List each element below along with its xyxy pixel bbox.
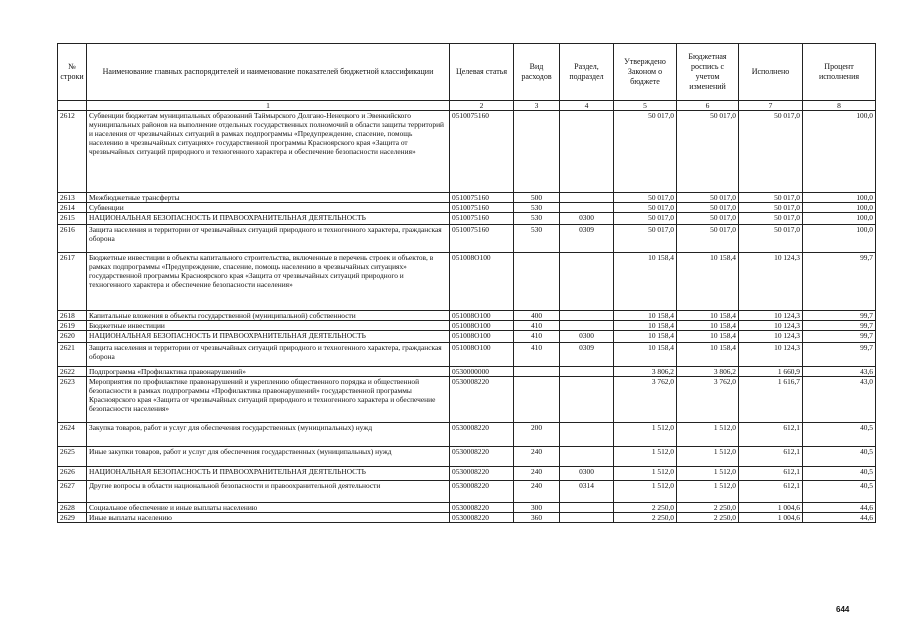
column-number-row [58, 101, 876, 111]
row-percent: 99,7 [803, 321, 876, 331]
row-percent: 99,7 [803, 343, 876, 367]
row-percent: 43,0 [803, 377, 876, 423]
row-done: 10 124,3 [739, 321, 803, 331]
row-section [560, 253, 614, 311]
row-done: 1 004,6 [739, 503, 803, 513]
row-number: 2625 [58, 447, 87, 467]
row-section [560, 203, 614, 213]
row-done: 50 017,0 [739, 225, 803, 253]
row-section: 0314 [560, 481, 614, 503]
row-approved: 10 158,4 [614, 331, 677, 343]
row-list: 1 512,0 [677, 423, 739, 447]
row-name: Иные выплаты населению [87, 513, 450, 523]
row-done: 10 124,3 [739, 331, 803, 343]
row-done: 1 616,7 [739, 377, 803, 423]
row-approved: 10 158,4 [614, 321, 677, 331]
row-list: 10 158,4 [677, 311, 739, 321]
column-number: 7 [739, 101, 803, 111]
row-percent: 43,6 [803, 367, 876, 377]
table-row [58, 423, 876, 447]
row-name: Другие вопросы в области национальной безопасности и правоохранительной деятельности [87, 481, 450, 503]
row-number: 2622 [58, 367, 87, 377]
column-number: 4 [560, 101, 614, 111]
row-approved: 2 250,0 [614, 503, 677, 513]
row-approved: 2 250,0 [614, 513, 677, 523]
row-done: 1 660,9 [739, 367, 803, 377]
row-done: 612,1 [739, 447, 803, 467]
row-list: 2 250,0 [677, 513, 739, 523]
col-approved-header: Утверждено Законом о бюджете [614, 44, 677, 101]
row-percent: 40,5 [803, 467, 876, 481]
row-name: Субвенции [87, 203, 450, 213]
row-target: 0510075160 [450, 213, 514, 225]
row-number: 2628 [58, 503, 87, 513]
row-name: Иные закупки товаров, работ и услуг для обеспечения государственных (муниципальных) нужд [87, 447, 450, 467]
row-type [514, 367, 560, 377]
column-number: 5 [614, 101, 677, 111]
col-name-header: Наименование главных распорядителей и наименование показателей бюджетной классификации [87, 44, 450, 101]
row-section [560, 503, 614, 513]
row-approved: 10 158,4 [614, 253, 677, 311]
row-target: 0510075160 [450, 193, 514, 203]
row-type: 410 [514, 343, 560, 367]
row-approved: 50 017,0 [614, 213, 677, 225]
row-section: 0309 [560, 343, 614, 367]
row-name: Субвенции бюджетам муниципальных образований Таймырского Долгано-Ненецкого и Эвенкийского муниципальных районов на выполнение отдельных государственных полномочий в области защиты территорий и населения от чрезвычайных ситуаций в рамках подпрограммы «Предупреждение, спасение, помощь населению в чрезвычайных ситуациях» государственной программы Красноярского края «Защита от чрезвычайных ситуаций природного и техногенного характера и обеспечение безопасности населения» [87, 111, 450, 193]
table-row [58, 513, 876, 523]
row-target: 0530008220 [450, 423, 514, 447]
row-approved: 1 512,0 [614, 467, 677, 481]
row-number: 2629 [58, 513, 87, 523]
row-type: 300 [514, 503, 560, 513]
row-target: 0530000000 [450, 367, 514, 377]
row-list: 3 762,0 [677, 377, 739, 423]
row-done: 10 124,3 [739, 311, 803, 321]
row-section [560, 377, 614, 423]
table-row [58, 311, 876, 321]
row-type: 240 [514, 447, 560, 467]
row-number: 2624 [58, 423, 87, 447]
row-percent: 40,5 [803, 481, 876, 503]
table-body [58, 111, 876, 523]
row-target: 0510075160 [450, 111, 514, 193]
row-type: 410 [514, 331, 560, 343]
row-percent: 100,0 [803, 193, 876, 203]
row-percent: 100,0 [803, 213, 876, 225]
row-list: 50 017,0 [677, 225, 739, 253]
row-section: 0309 [560, 225, 614, 253]
table-row [58, 503, 876, 513]
row-section [560, 111, 614, 193]
row-done: 50 017,0 [739, 111, 803, 193]
row-section [560, 311, 614, 321]
row-section [560, 321, 614, 331]
column-number: 1 [87, 101, 450, 111]
row-approved: 10 158,4 [614, 311, 677, 321]
row-section [560, 423, 614, 447]
row-target: 0530008220 [450, 513, 514, 523]
row-done: 1 004,6 [739, 513, 803, 523]
row-number: 2616 [58, 225, 87, 253]
budget-table [57, 43, 876, 523]
row-percent: 100,0 [803, 111, 876, 193]
row-target: 0510075160 [450, 203, 514, 213]
row-type: 530 [514, 203, 560, 213]
row-list: 1 512,0 [677, 467, 739, 481]
row-target: 0530008220 [450, 503, 514, 513]
row-approved: 3 806,2 [614, 367, 677, 377]
col-target-header: Целевая статья [450, 44, 514, 101]
col-done-header: Исполнено [739, 44, 803, 101]
table-row [58, 213, 876, 225]
row-number: 2617 [58, 253, 87, 311]
row-done: 10 124,3 [739, 253, 803, 311]
row-name: НАЦИОНАЛЬНАЯ БЕЗОПАСНОСТЬ И ПРАВООХРАНИТЕЛЬНАЯ ДЕЯТЕЛЬНОСТЬ [87, 467, 450, 481]
row-approved: 3 762,0 [614, 377, 677, 423]
row-type: 360 [514, 513, 560, 523]
row-number: 2621 [58, 343, 87, 367]
row-approved: 1 512,0 [614, 447, 677, 467]
page-number: 644 [836, 605, 850, 614]
row-name: Защита населения и территории от чрезвычайных ситуаций природного и техногенного характера, гражданская оборона [87, 225, 450, 253]
row-list: 10 158,4 [677, 253, 739, 311]
row-percent: 99,7 [803, 311, 876, 321]
row-approved: 50 017,0 [614, 203, 677, 213]
row-number: 2623 [58, 377, 87, 423]
row-approved: 1 512,0 [614, 423, 677, 447]
header-row [58, 44, 876, 101]
column-number: 6 [677, 101, 739, 111]
row-list: 1 512,0 [677, 481, 739, 503]
row-number: 2620 [58, 331, 87, 343]
column-number [58, 101, 87, 111]
row-target: 0510075160 [450, 225, 514, 253]
row-done: 50 017,0 [739, 193, 803, 203]
row-section [560, 513, 614, 523]
table-row [58, 481, 876, 503]
row-list: 50 017,0 [677, 193, 739, 203]
row-percent: 99,7 [803, 253, 876, 311]
row-target: 051008О100 [450, 311, 514, 321]
table-row [58, 225, 876, 253]
row-list: 10 158,4 [677, 331, 739, 343]
row-number: 2615 [58, 213, 87, 225]
row-name: НАЦИОНАЛЬНАЯ БЕЗОПАСНОСТЬ И ПРАВООХРАНИТЕЛЬНАЯ ДЕЯТЕЛЬНОСТЬ [87, 213, 450, 225]
row-number: 2612 [58, 111, 87, 193]
row-list: 50 017,0 [677, 203, 739, 213]
row-list: 50 017,0 [677, 111, 739, 193]
row-type: 240 [514, 481, 560, 503]
row-number: 2627 [58, 481, 87, 503]
row-type: 500 [514, 193, 560, 203]
row-done: 50 017,0 [739, 213, 803, 225]
row-approved: 10 158,4 [614, 343, 677, 367]
row-target: 0530008220 [450, 467, 514, 481]
row-target: 0530008220 [450, 481, 514, 503]
row-type: 530 [514, 225, 560, 253]
row-approved: 50 017,0 [614, 111, 677, 193]
row-name: Мероприятия по профилактике правонарушений и укреплению общественного порядка и общественной безопасности в рамках подпрограммы «Профилактика правонарушений» государственной программы Красноярского края «Защита от чрезвычайных ситуаций природного и техногенного характера и обеспечение безопасности населения» [87, 377, 450, 423]
row-section: 0300 [560, 213, 614, 225]
row-number: 2613 [58, 193, 87, 203]
row-percent: 99,7 [803, 331, 876, 343]
row-approved: 1 512,0 [614, 481, 677, 503]
row-list: 10 158,4 [677, 321, 739, 331]
row-percent: 100,0 [803, 203, 876, 213]
row-done: 50 017,0 [739, 203, 803, 213]
row-section [560, 367, 614, 377]
column-number: 3 [514, 101, 560, 111]
row-list: 1 512,0 [677, 447, 739, 467]
row-done: 612,1 [739, 423, 803, 447]
table-row [58, 377, 876, 423]
row-type: 410 [514, 321, 560, 331]
row-number: 2619 [58, 321, 87, 331]
table-row [58, 321, 876, 331]
row-target: 051008О100 [450, 253, 514, 311]
row-done: 612,1 [739, 481, 803, 503]
table-row [58, 367, 876, 377]
row-name: Подпрограмма «Профилактика правонарушений» [87, 367, 450, 377]
column-number: 2 [450, 101, 514, 111]
col-list-header: Бюджетная роспись с учетом изменений [677, 44, 739, 101]
col-percent-header: Процент исполнения [803, 44, 876, 101]
row-number: 2614 [58, 203, 87, 213]
row-type: 400 [514, 311, 560, 321]
row-name: Межбюджетные трансферты [87, 193, 450, 203]
row-type [514, 253, 560, 311]
row-percent: 44,6 [803, 513, 876, 523]
row-target: 0530008220 [450, 377, 514, 423]
row-type [514, 111, 560, 193]
row-number: 2626 [58, 467, 87, 481]
row-target: 051008О100 [450, 331, 514, 343]
row-done: 612,1 [739, 467, 803, 481]
row-target: 051008О100 [450, 343, 514, 367]
row-name: Капитальные вложения в объекты государственной (муниципальной) собственности [87, 311, 450, 321]
table-row [58, 111, 876, 193]
row-name: Бюджетные инвестиции в объекты капитального строительства, включенные в перечень строек и объектов, в рамках подпрограммы «Предупреждение, спасение, помощь населению в чрезвычайных ситуациях» государственной программы Красноярского края «Защита от чрезвычайных ситуаций природного и техногенного характера и обеспечение безопасности населения» [87, 253, 450, 311]
row-name: НАЦИОНАЛЬНАЯ БЕЗОПАСНОСТЬ И ПРАВООХРАНИТЕЛЬНАЯ ДЕЯТЕЛЬНОСТЬ [87, 331, 450, 343]
row-type [514, 377, 560, 423]
table-row [58, 447, 876, 467]
row-percent: 44,6 [803, 503, 876, 513]
row-approved: 50 017,0 [614, 193, 677, 203]
row-list: 3 806,2 [677, 367, 739, 377]
row-section [560, 193, 614, 203]
row-name: Социальное обеспечение и иные выплаты населению [87, 503, 450, 513]
row-section: 0300 [560, 467, 614, 481]
col-section-header: Раздел, подраздел [560, 44, 614, 101]
row-number: 2618 [58, 311, 87, 321]
row-type: 530 [514, 213, 560, 225]
row-target: 0530008220 [450, 447, 514, 467]
row-percent: 40,5 [803, 447, 876, 467]
row-name: Бюджетные инвестиции [87, 321, 450, 331]
row-type: 240 [514, 467, 560, 481]
row-section: 0300 [560, 331, 614, 343]
col-row-header: № строки [58, 44, 87, 101]
row-list: 10 158,4 [677, 343, 739, 367]
column-number: 8 [803, 101, 876, 111]
table-row [58, 331, 876, 343]
row-name: Защита населения и территории от чрезвычайных ситуаций природного и техногенного характера, гражданская оборона [87, 343, 450, 367]
table-row [58, 203, 876, 213]
row-type: 200 [514, 423, 560, 447]
row-list: 2 250,0 [677, 503, 739, 513]
col-type-header: Вид расходов [514, 44, 560, 101]
row-approved: 50 017,0 [614, 225, 677, 253]
row-percent: 100,0 [803, 225, 876, 253]
row-list: 50 017,0 [677, 213, 739, 225]
table-row [58, 193, 876, 203]
table-row [58, 343, 876, 367]
row-name: Закупка товаров, работ и услуг для обеспечения государственных (муниципальных) нужд [87, 423, 450, 447]
row-done: 10 124,3 [739, 343, 803, 367]
row-target: 051008О100 [450, 321, 514, 331]
row-section [560, 447, 614, 467]
row-percent: 40,5 [803, 423, 876, 447]
table-row [58, 253, 876, 311]
table-row [58, 467, 876, 481]
